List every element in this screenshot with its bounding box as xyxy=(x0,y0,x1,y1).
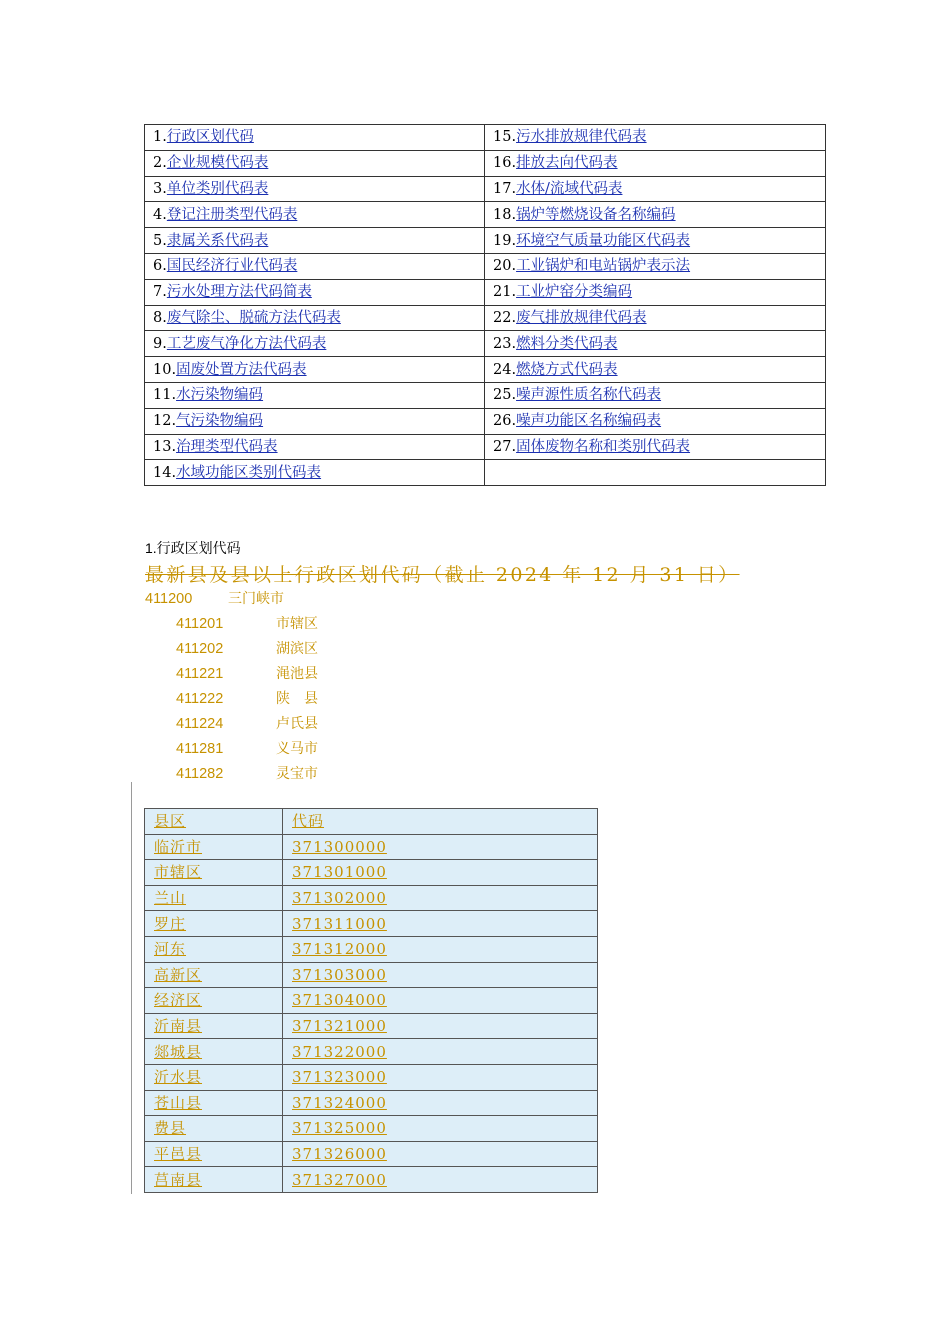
toc-link[interactable]: 水污染物编码 xyxy=(176,387,264,404)
code-link[interactable]: 371327000 xyxy=(292,1170,387,1189)
deleted-city-name: 三门峡市 xyxy=(228,591,284,607)
toc-cell xyxy=(485,279,826,305)
deleted-district-row xyxy=(176,688,318,708)
toc-number: 3. xyxy=(153,180,167,197)
toc-cell xyxy=(145,357,485,383)
deleted-district-row xyxy=(176,663,318,683)
table-row xyxy=(145,1141,598,1167)
toc-row xyxy=(145,253,826,279)
toc-cell xyxy=(145,125,485,151)
area-cell xyxy=(145,988,283,1014)
toc-row xyxy=(145,382,826,408)
area-cell xyxy=(145,1167,283,1193)
table-row xyxy=(145,988,598,1014)
toc-cell xyxy=(145,202,485,228)
toc-row xyxy=(145,408,826,434)
toc-number: 16. xyxy=(493,155,517,172)
toc-cell xyxy=(145,331,485,357)
code-cell xyxy=(283,1141,598,1167)
code-cell xyxy=(283,988,598,1014)
deleted-district-code: 411282 xyxy=(176,766,224,782)
code-cell xyxy=(283,1167,598,1193)
toc-link[interactable]: 噪声源性质名称代码表 xyxy=(516,387,662,404)
deleted-district-row xyxy=(176,613,318,633)
code-cell xyxy=(283,1039,598,1065)
header-cell-code xyxy=(283,809,598,835)
deleted-district-code: 411222 xyxy=(176,691,224,707)
county-table-body xyxy=(145,809,598,1193)
toc-number: 4. xyxy=(153,206,167,223)
county-table-header xyxy=(145,809,598,835)
area-link[interactable]: 市辖区 xyxy=(154,863,203,882)
code-link[interactable]: 371324000 xyxy=(292,1093,387,1112)
area-cell xyxy=(145,1141,283,1167)
toc-cell-empty xyxy=(485,460,826,486)
code-cell xyxy=(283,911,598,937)
area-cell xyxy=(145,860,283,886)
toc-number: 27. xyxy=(493,438,517,455)
header-code-link[interactable]: 代码 xyxy=(292,812,325,831)
toc-cell xyxy=(485,125,826,151)
toc-link[interactable]: 单位类别代码表 xyxy=(166,180,269,197)
deleted-district-code: 411221 xyxy=(176,666,224,682)
area-link[interactable]: 临沂市 xyxy=(154,837,203,856)
toc-number: 7. xyxy=(153,284,167,301)
toc-link[interactable]: 废气除尘、脱硫方法代码表 xyxy=(166,309,341,326)
table-row xyxy=(145,1090,598,1116)
area-link[interactable]: 河东 xyxy=(154,940,187,959)
toc-link[interactable]: 水域功能区类别代码表 xyxy=(176,464,322,481)
toc-row xyxy=(145,202,826,228)
toc-cell xyxy=(145,150,485,176)
area-cell xyxy=(145,1013,283,1039)
deleted-district-name: 义马市 xyxy=(276,741,318,757)
code-cell xyxy=(283,1116,598,1142)
toc-link[interactable]: 污水排放规律代码表 xyxy=(516,129,647,146)
toc-cell xyxy=(145,408,485,434)
area-cell xyxy=(145,962,283,988)
code-cell xyxy=(283,1064,598,1090)
county-code-table xyxy=(144,808,598,1193)
deleted-district-code: 411281 xyxy=(176,741,224,757)
deleted-district-row xyxy=(176,638,318,658)
toc-cell xyxy=(485,357,826,383)
area-link[interactable]: 费县 xyxy=(154,1119,187,1138)
deleted-district-code: 411201 xyxy=(176,616,224,632)
area-link[interactable]: 兰山 xyxy=(154,889,187,908)
toc-number: 12. xyxy=(153,413,177,430)
toc-number: 5. xyxy=(153,232,167,249)
code-link[interactable]: 371312000 xyxy=(292,940,387,959)
toc-number: 11. xyxy=(153,387,177,404)
code-cell xyxy=(283,1013,598,1039)
table-row xyxy=(145,1039,598,1065)
toc-number: 6. xyxy=(153,258,167,275)
code-cell xyxy=(283,936,598,962)
area-link[interactable]: 苍山县 xyxy=(154,1093,203,1112)
area-cell xyxy=(145,834,283,860)
toc-cell xyxy=(145,253,485,279)
toc-number: 24. xyxy=(493,361,517,378)
header-cell-area xyxy=(145,809,283,835)
area-cell xyxy=(145,936,283,962)
code-link[interactable]: 371302000 xyxy=(292,889,387,908)
code-link[interactable]: 371300000 xyxy=(292,837,387,856)
toc-link[interactable]: 治理类型代码表 xyxy=(176,438,278,455)
toc-number: 25. xyxy=(493,387,517,404)
toc-row xyxy=(145,331,826,357)
toc-body xyxy=(145,125,826,486)
toc-link[interactable]: 噪声功能区名称编码表 xyxy=(516,413,662,430)
toc-row xyxy=(145,279,826,305)
toc-number: 1. xyxy=(153,129,167,146)
toc-link[interactable]: 污水处理方法代码简表 xyxy=(166,284,312,301)
toc-link[interactable]: 隶属关系代码表 xyxy=(166,232,269,249)
toc-cell xyxy=(485,382,826,408)
toc-number: 21. xyxy=(493,284,517,301)
deleted-district-name: 灵宝市 xyxy=(276,766,318,782)
toc-link[interactable]: 排放去向代码表 xyxy=(516,155,618,172)
toc-cell xyxy=(145,228,485,254)
area-link[interactable]: 沂南县 xyxy=(154,1017,203,1036)
table-row xyxy=(145,1167,598,1193)
toc-cell xyxy=(485,150,826,176)
toc-row xyxy=(145,176,826,202)
deleted-district-name: 卢氏县 xyxy=(276,716,318,732)
area-link[interactable]: 平邑县 xyxy=(154,1145,203,1164)
toc-number: 8. xyxy=(153,309,167,326)
table-row xyxy=(145,834,598,860)
code-link[interactable]: 371323000 xyxy=(292,1068,387,1087)
area-link[interactable]: 沂水县 xyxy=(154,1068,203,1087)
toc-row xyxy=(145,228,826,254)
code-cell xyxy=(283,1090,598,1116)
deleted-district-name: 湖滨区 xyxy=(276,641,318,657)
toc-link[interactable]: 固废处置方法代码表 xyxy=(176,361,307,378)
code-link[interactable]: 371325000 xyxy=(292,1119,387,1138)
toc-number: 14. xyxy=(153,464,177,481)
toc-link[interactable]: 国民经济行业代码表 xyxy=(166,258,298,275)
toc-number: 18. xyxy=(493,206,517,223)
toc-number: 15. xyxy=(493,129,517,146)
toc-link[interactable]: 燃烧方式代码表 xyxy=(516,361,618,378)
code-link[interactable]: 371304000 xyxy=(292,991,387,1010)
area-link[interactable]: 高新区 xyxy=(154,965,203,984)
deleted-district-code: 411202 xyxy=(176,641,224,657)
deleted-district-row xyxy=(176,738,318,758)
area-link[interactable]: 经济区 xyxy=(154,991,203,1010)
toc-link[interactable]: 工艺废气净化方法代码表 xyxy=(166,335,327,352)
toc-cell xyxy=(145,434,485,460)
code-link[interactable]: 371301000 xyxy=(292,863,387,882)
deleted-district-row xyxy=(176,763,318,783)
deleted-city-code: 411200 xyxy=(145,591,193,607)
table-row xyxy=(145,1064,598,1090)
toc-cell xyxy=(485,176,826,202)
table-row xyxy=(145,860,598,886)
toc-row xyxy=(145,434,826,460)
table-row xyxy=(145,1013,598,1039)
area-cell xyxy=(145,1090,283,1116)
deleted-district-code: 411224 xyxy=(176,716,224,732)
area-cell xyxy=(145,1064,283,1090)
toc-link[interactable]: 环境空气质量功能区代码表 xyxy=(516,232,691,249)
toc-cell xyxy=(485,434,826,460)
deleted-district-name: 渑池县 xyxy=(276,666,318,682)
toc-row xyxy=(145,305,826,331)
toc-number: 19. xyxy=(493,232,517,249)
toc-cell xyxy=(145,305,485,331)
area-link[interactable]: 郯城县 xyxy=(154,1042,203,1061)
area-link[interactable]: 莒南县 xyxy=(154,1170,203,1189)
table-row xyxy=(145,1116,598,1142)
header-area-link[interactable]: 县区 xyxy=(154,812,187,831)
toc-number: 9. xyxy=(153,335,167,352)
toc-row xyxy=(145,150,826,176)
toc-number: 26. xyxy=(493,413,517,430)
area-cell xyxy=(145,1039,283,1065)
area-cell xyxy=(145,885,283,911)
toc-link[interactable]: 工业锅炉和电站锅炉表示法 xyxy=(516,258,691,275)
toc-number: 10. xyxy=(153,361,177,378)
toc-row xyxy=(145,125,826,151)
toc-link[interactable]: 企业规模代码表 xyxy=(166,155,269,172)
toc-link[interactable]: 水体/流域代码表 xyxy=(516,180,623,197)
toc-row xyxy=(145,357,826,383)
area-link[interactable]: 罗庄 xyxy=(154,914,187,933)
code-cell xyxy=(283,860,598,886)
toc-link[interactable]: 行政区划代码 xyxy=(166,129,254,146)
toc-number: 22. xyxy=(493,309,517,326)
toc-cell xyxy=(145,382,485,408)
deleted-district-name: 市辖区 xyxy=(276,616,318,632)
toc-row xyxy=(145,460,826,486)
toc-cell xyxy=(145,460,485,486)
toc-number: 17. xyxy=(493,180,517,197)
table-row xyxy=(145,885,598,911)
toc-link[interactable]: 固体废物名称和类别代码表 xyxy=(516,438,691,455)
toc-cell xyxy=(485,202,826,228)
toc-cell xyxy=(485,331,826,357)
code-cell xyxy=(283,834,598,860)
toc-link[interactable]: 燃料分类代码表 xyxy=(516,335,618,352)
change-bar xyxy=(131,782,132,1194)
code-link[interactable]: 371311000 xyxy=(292,914,387,933)
toc-link[interactable]: 锅炉等燃烧设备名称编码 xyxy=(516,206,676,223)
toc-link[interactable]: 登记注册类型代码表 xyxy=(166,206,298,223)
toc-link[interactable]: 工业炉窑分类编码 xyxy=(516,284,633,301)
area-cell xyxy=(145,911,283,937)
deleted-heading: 最新县及县以上行政区划代码（截止 2024 年 12 月 31 日） xyxy=(145,564,740,586)
toc-number: 20. xyxy=(493,258,517,275)
code-cell xyxy=(283,885,598,911)
toc-number: 23. xyxy=(493,335,517,352)
code-link[interactable]: 371303000 xyxy=(292,965,387,984)
deleted-district-name: 陕 县 xyxy=(276,691,318,707)
toc-cell xyxy=(145,279,485,305)
table-row xyxy=(145,936,598,962)
toc-cell xyxy=(485,408,826,434)
toc-cell xyxy=(485,253,826,279)
toc-link[interactable]: 废气排放规律代码表 xyxy=(516,309,647,326)
table-row xyxy=(145,911,598,937)
code-link[interactable]: 371321000 xyxy=(292,1017,387,1036)
code-link[interactable]: 371326000 xyxy=(292,1145,387,1164)
toc-table xyxy=(144,124,826,486)
toc-number: 2. xyxy=(153,155,167,172)
code-link[interactable]: 371322000 xyxy=(292,1042,387,1061)
section-title: 1.行政区划代码 xyxy=(145,540,241,556)
toc-number: 13. xyxy=(153,438,177,455)
area-cell xyxy=(145,1116,283,1142)
table-row xyxy=(145,962,598,988)
toc-cell xyxy=(485,228,826,254)
toc-link[interactable]: 气污染物编码 xyxy=(176,413,264,430)
toc-cell xyxy=(145,176,485,202)
deleted-city-row xyxy=(145,588,284,608)
deleted-district-row xyxy=(176,713,318,733)
code-cell xyxy=(283,962,598,988)
toc-cell xyxy=(485,305,826,331)
